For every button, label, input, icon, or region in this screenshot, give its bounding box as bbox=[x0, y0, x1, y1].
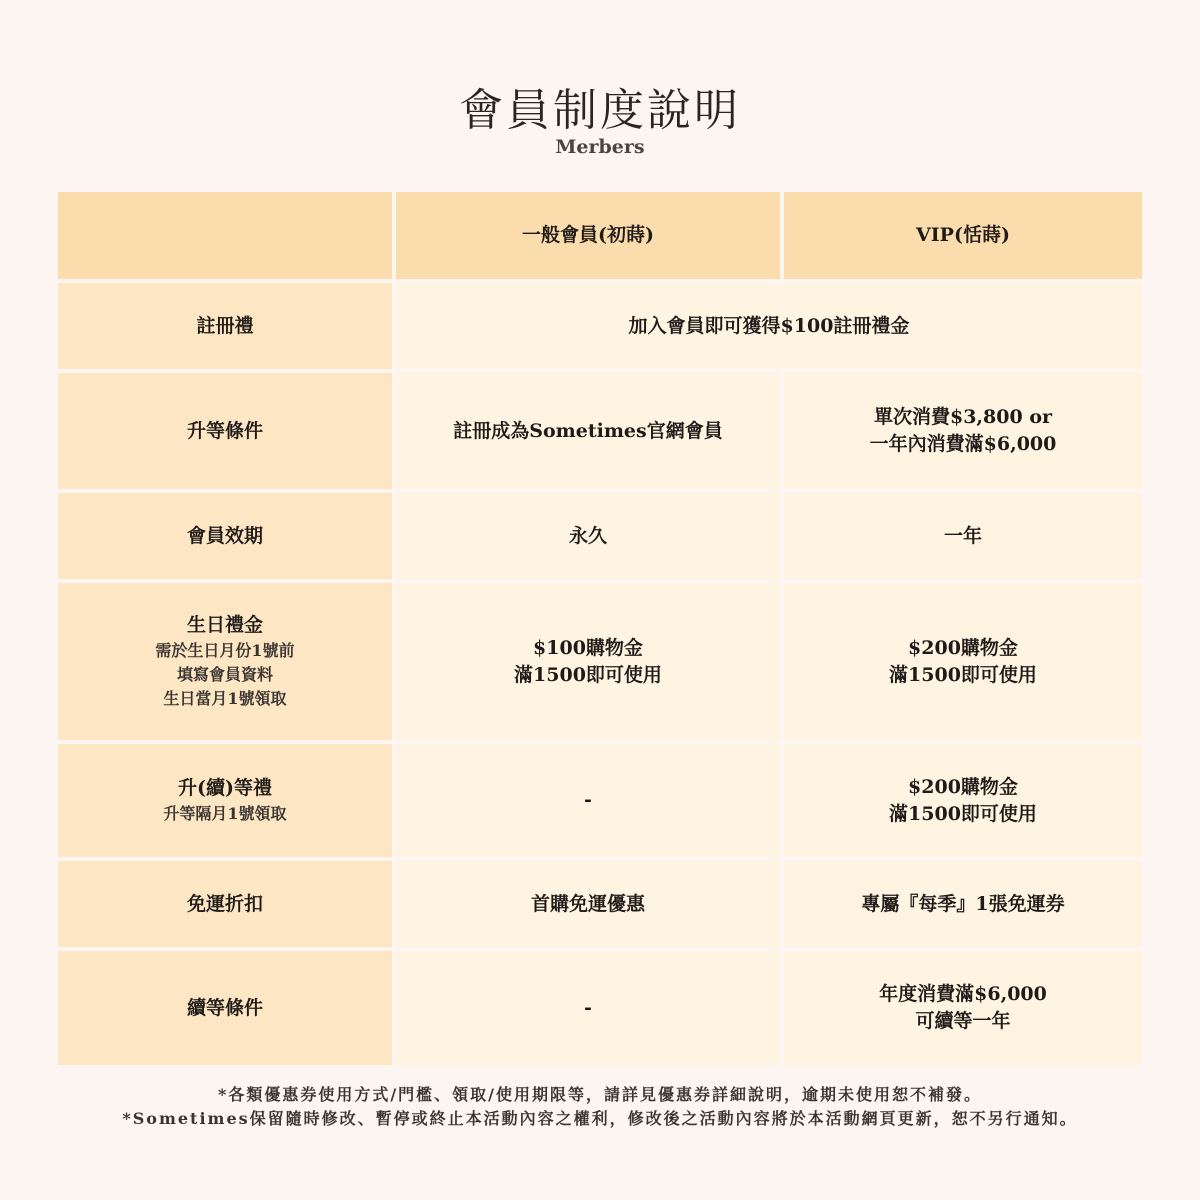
row-label-text: 續等條件 bbox=[186, 996, 263, 1019]
cell-line: 可續等一年 bbox=[915, 1010, 1011, 1032]
cell-line: 一年內消費滿$6,000 bbox=[869, 433, 1057, 455]
row-label-upgrade-gift bbox=[58, 744, 392, 857]
header-general-member: 一般會員(初蒔) bbox=[396, 192, 780, 279]
cell-line: - bbox=[584, 996, 592, 1019]
validity-general bbox=[396, 493, 780, 579]
cell-line: 滿1500即可使用 bbox=[889, 663, 1037, 686]
upgrade-condition-general bbox=[396, 373, 780, 489]
row-label-text: 升等條件 bbox=[186, 419, 263, 442]
cell-line: 滿1500即可使用 bbox=[889, 802, 1037, 825]
row-label-upgrade-condition bbox=[58, 373, 392, 489]
row-label-registration-gift bbox=[58, 283, 392, 369]
cell-line: - bbox=[584, 789, 592, 811]
row-label-note: 填寫會員資料 bbox=[176, 665, 273, 684]
footnotes bbox=[0, 1083, 1200, 1131]
footnote-rights: *Sometimes保留隨時修改、暫停或終止本活動內容之權利，修改後之活動內容將於本活動網頁更新，恕不另行通知。 bbox=[122, 1109, 1078, 1128]
cell-line: $100購物金 bbox=[533, 636, 643, 659]
row-label-free-shipping bbox=[58, 861, 392, 947]
cell-line: 註冊成為Sometimes官網會員 bbox=[453, 419, 723, 442]
cell-line: 專屬『每季』1張免運券 bbox=[861, 892, 1065, 915]
row-label-note: 升等隔月1號領取 bbox=[163, 804, 287, 823]
registration-gift-cell bbox=[396, 283, 1142, 369]
cell-line: 滿1500即可使用 bbox=[514, 663, 662, 686]
upgrade-gift-vip bbox=[784, 744, 1142, 857]
birthday-gift-general bbox=[396, 583, 780, 740]
row-label-birthday-gift bbox=[58, 583, 392, 740]
row-label-renewal-condition bbox=[58, 951, 392, 1065]
cell-line: 單次消費$3,800 or bbox=[873, 406, 1052, 428]
row-label-text: 註冊禮 bbox=[196, 314, 254, 337]
upgrade-gift-general bbox=[396, 744, 780, 857]
cell-line: 首購免運優惠 bbox=[530, 892, 645, 915]
page-title: 會員制度說明 bbox=[459, 85, 741, 136]
free-shipping-general bbox=[396, 861, 780, 947]
renewal-condition-general bbox=[396, 951, 780, 1065]
cell-line: 永久 bbox=[568, 524, 607, 547]
row-label-note: 生日當月1號領取 bbox=[163, 689, 287, 708]
header-vip-member: VIP(恬蒔) bbox=[784, 192, 1142, 279]
cell-line: $200購物金 bbox=[908, 636, 1018, 659]
row-label-note: 需於生日月份1號前 bbox=[155, 641, 295, 660]
row-label-validity bbox=[58, 493, 392, 579]
birthday-gift-vip bbox=[784, 583, 1142, 740]
cell-line: 年度消費滿$6,000 bbox=[879, 983, 1047, 1005]
registration-gift-text: 加入會員即可獲得$100註冊禮金 bbox=[628, 314, 910, 337]
validity-vip bbox=[784, 493, 1142, 579]
row-label-text: 免運折扣 bbox=[186, 892, 263, 915]
row-label-text: 升(續)等禮 bbox=[178, 777, 272, 799]
upgrade-condition-vip bbox=[784, 373, 1142, 489]
free-shipping-vip bbox=[784, 861, 1142, 947]
cell-line: $200購物金 bbox=[908, 775, 1018, 798]
membership-table bbox=[58, 192, 1142, 1065]
row-label-text: 會員效期 bbox=[186, 524, 263, 547]
cell-line: 一年 bbox=[943, 524, 982, 547]
header-corner-cell bbox=[58, 192, 392, 279]
row-label-text: 生日禮金 bbox=[186, 614, 263, 636]
footnote-coupon: *各類優惠券使用方式/門檻、領取/使用期限等，請詳見優惠券詳細說明，逾期未使用恕不補發。 bbox=[217, 1085, 983, 1104]
page-subtitle: Merbers bbox=[555, 136, 645, 158]
renewal-condition-vip bbox=[784, 951, 1142, 1065]
